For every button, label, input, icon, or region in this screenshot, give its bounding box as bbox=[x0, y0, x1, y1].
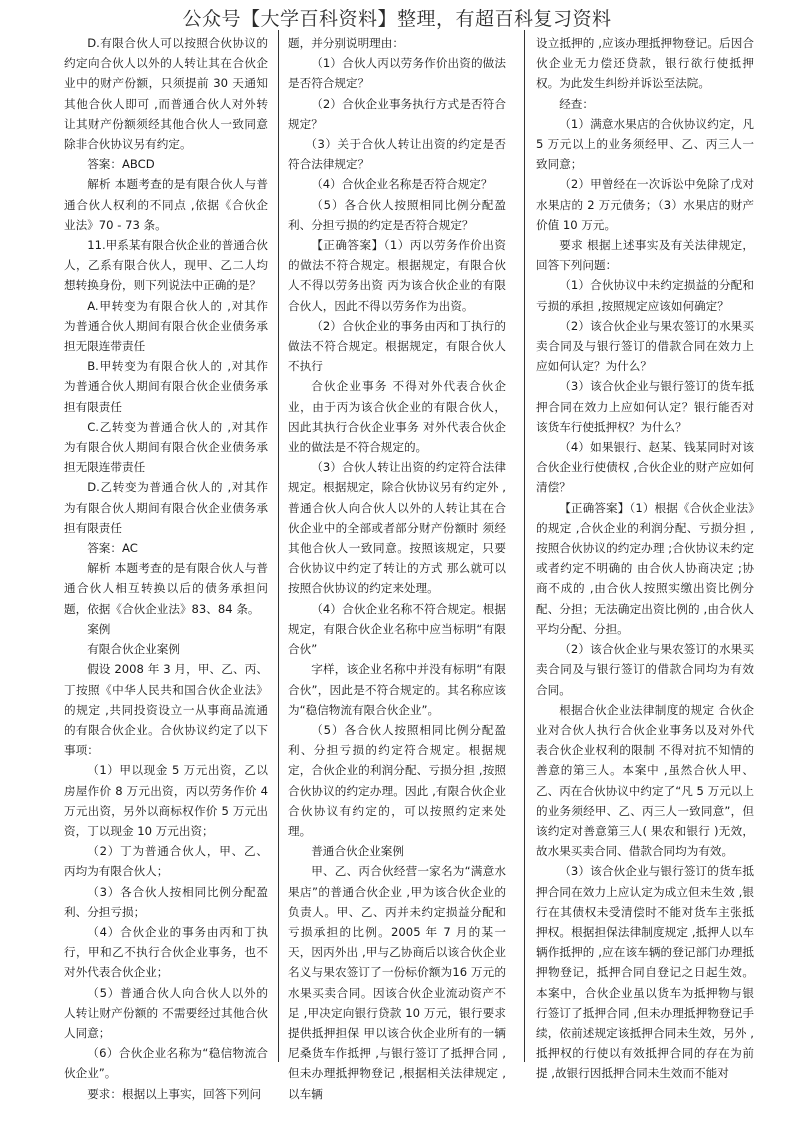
page-header: 公众号【大学百科资料】整理，有超百科复习资料 bbox=[182, 8, 612, 30]
paragraph: （5）各合伙人按照相同比例分配盈利、分担亏损的约定是否符合规定？ bbox=[288, 197, 506, 232]
column-middle bbox=[288, 33, 506, 1101]
paragraph: 假设 2008 年 3 月，甲、乙、丙、丁按照《中华人民共和国合伙企业法》的规定 ,共同投资设立一从事商品流通的有限合伙企业。合伙协议约定了以下事项： bbox=[64, 662, 268, 758]
paragraph: C.乙转变为普通合伙人的 ,对其作为有限合伙人期间有限合伙企业债务承担无限连带责任 bbox=[64, 419, 268, 475]
paragraph: （2）合伙企业事务执行方式是否符合规定？ bbox=[288, 96, 506, 131]
paragraph: B.甲转变为有限合伙人的 ,对其作为普通合伙人期间有限合伙企业债务承担有限责任 bbox=[64, 359, 268, 414]
column-divider bbox=[278, 30, 279, 1062]
paragraph: 甲、乙、丙合伙经营一家名为“满意水果店”的普通合伙企业 ,甲为该合伙企业的负责人。甲、乙、丙并未约定损益分配和亏损承担的比例。2005 年 7 月的某一天，因丙外出 ,甲与乙协商后以该合伙企业名义与果农签订了一份标价额为16 万元的水果买卖合同。因该合伙企业流动资产不足 ,甲决定向银行贷款 10 万元，银行要求提供抵押担保 甲以该合伙企业所有的一辆尼桑货车作抵押 ,与银行签订了抵押合同 ,但未办理抵押物登记 ,根据相关法律规定 ,以车辆 bbox=[288, 864, 506, 1101]
paragraph: （3）各合伙人按相同比例分配盈利、分担亏损； bbox=[64, 884, 268, 919]
paragraph: （2）该合伙企业与果农签订的水果买卖合同及与银行签订的借款合同均为有效合同。 bbox=[536, 642, 754, 697]
paragraph: （5）各合伙人按照相同比例分配盈利、分担亏损的约定符合规定。根据规定，合伙企业的利润分配、亏损分担 ,按照合伙协议的约定办理。因此 ,有限合伙企业合伙协议有约定的，可以按照约定来处理。 bbox=[288, 722, 506, 838]
paragraph: A.甲转变为有限合伙人的 ,对其作为普通合伙人期间有限合伙企业债务承担无限连带责任 bbox=[64, 298, 268, 354]
paragraph: （3）该合伙企业与银行签订的货车抵押合同在效力上应如何认定？银行能否对该货车行使抵押权？为什么？ bbox=[536, 379, 754, 434]
paragraph: 11.甲系某有限合伙企业的普通合伙人，乙系有限合伙人，现甲、乙二人均想转换身份，则下列说法中正确的是？ bbox=[64, 238, 268, 293]
paragraph: 【正确答案】（1）丙以劳务作价出资的做法不符合规定。根据规定，有限合伙人不得以劳务出资 丙为该合伙企业的有限合伙人，因此不得以劳务作为出资。 bbox=[288, 238, 506, 313]
column-left bbox=[64, 33, 268, 1101]
paragraph: （4）如果银行、赵某、钱某同时对该合伙企业行使债权 ,合伙企业的财产应如何清偿？ bbox=[536, 440, 754, 495]
paragraph: （1）满意水果店的合伙协议约定，凡 5 万元以上的业务须经甲、乙、丙三人一致同意； bbox=[536, 116, 754, 172]
paragraph: 题，并分别说明理由： bbox=[288, 36, 404, 50]
paragraph: （1）合伙协议中未约定损益的分配和亏损的承担 ,按照规定应该如何确定？ bbox=[536, 278, 754, 313]
column-right bbox=[536, 33, 754, 1081]
paragraph: （3）合伙人转让出资的约定符合法律规定。根据规定，除合伙协议另有约定外 ,普通合伙人向合伙人以外的人转让其在合伙企业中的全部或者部分财产份额时 须经其他合伙人一致同意。按照该规定，只要合伙协议中约定了转让的方式 那么就可以按照合伙协议的约定来处理。 bbox=[288, 460, 506, 596]
paragraph: 要求：根据以上事实，回答下列问 bbox=[87, 1086, 262, 1101]
paragraph: 普通合伙企业案例 bbox=[311, 844, 404, 859]
paragraph: （3）该合伙企业与银行签订的货车抵押合同在效力上应认定为成立但未生效 ,银行在其债权未受清偿时不能对货车主张抵押权。根据担保法律制度规定 ,抵押人以车辆作抵押的 ,应在该车辆的登记部门办理抵押物登记，抵押合同自登记之日起生效。本案中，合伙企业虽以货车为抵押物与银行签订了抵押合同 ,但未办理抵押物登记手续，依前述规定该抵押合同未生效，另外 ,抵押权的行使以有效抵押合同的存在为前提 ,故银行因抵押合同未生效而不能对 bbox=[536, 864, 754, 1081]
paragraph: （1）合伙人丙以劳务作价出资的做法是否符合规定？ bbox=[288, 56, 506, 91]
paragraph: 要求 根据上述事实及有关法律规定，回答下列问题： bbox=[536, 238, 754, 273]
paragraph: （4）合伙企业名称是否符合规定？ bbox=[311, 177, 493, 192]
paragraph: 设立抵押的 ,应该办理抵押物登记。后因合伙企业无力偿还贷款，银行欲行使抵押权。为此发生纠纷并诉讼至法院。 bbox=[536, 36, 754, 91]
paragraph: （6）合伙企业名称为“稳信物流合伙企业”。 bbox=[64, 1046, 268, 1081]
paragraph: 答案：AC bbox=[87, 541, 138, 556]
paragraph: 解析 本题考查的是有限合伙人与普通合伙人权利的不同点 ,依据《合伙企业法》70 - 73 条。 bbox=[64, 177, 268, 232]
paragraph: （1）甲以现金 5 万元出资，乙以房屋作价 8 万元出资，丙以劳务作价 4 万元出资，另外以商标权作价 5 万元出资，丁以现金 10 万元出资； bbox=[64, 763, 268, 838]
paragraph: （4）合伙企业的事务由丙和丁执行，甲和乙不执行合伙企业事务，也不对外代表合伙企业； bbox=[64, 924, 268, 980]
paragraph: D.乙转变为普通合伙人的 ,对其作为有限合伙人期间有限合伙企业债务承担有限责任 bbox=[64, 480, 268, 535]
paragraph: 答案：ABCD bbox=[87, 157, 155, 172]
paragraph: （2）甲曾经在一次诉讼中免除了戊对水果店的 2 万元债务；（3）水果店的财产价值 10 万元。 bbox=[536, 177, 754, 232]
paragraph: 解析 本题考查的是有限合伙人与普通合伙人相互转换以后的债务承担问题，依据《合伙企业法》83、84 条。 bbox=[64, 561, 268, 616]
paragraph: （2）丁为普通合伙人，甲、乙、丙均为有限合伙人； bbox=[64, 844, 268, 879]
paragraph: 字样，该企业名称中并没有标明“有限合伙”，因此是不符合规定的。其名称应该为“稳信物流有限合伙企业”。 bbox=[288, 662, 506, 717]
paragraph: 根据合伙企业法律制度的规定 合伙企业对合伙人执行合伙企业事务以及对外代表合伙企业权利的限制 不得对抗不知情的善意的第三人。本案中 ,虽然合伙人甲、乙、丙在合伙协议中约定了“凡 5 万元以上的业务须经甲、乙、丙三人一致同意”，但该约定对善意第三人( 果农和银行 )无效，故水果买卖合同、借款合同均为有效。 bbox=[536, 702, 754, 859]
paragraph: 经查： bbox=[559, 96, 594, 111]
column-divider bbox=[524, 30, 525, 1062]
paragraph: （2）该合伙企业与果农签订的水果买卖合同及与银行签订的借款合同在效力上应如何认定？为什么？ bbox=[536, 318, 754, 374]
paragraph: 有限合伙企业案例 bbox=[87, 642, 180, 657]
paragraph: 合伙企业事务 不得对外代表合伙企业，由于丙为该合伙企业的有限合伙人，因此其执行合伙企业事务 对外代表合伙企业的做法是不符合规定的。 bbox=[288, 379, 506, 455]
paragraph: 案例 bbox=[87, 621, 111, 636]
paragraph: 【正确答案】（1）根据《合伙企业法》的规定 ,合伙企业的利润分配、亏损分担 ,按照合伙协议的约定办理 ;合伙协议未约定或者约定不明确的 由合伙人协商决定 ;协商不成的 ,由合伙人按照实缴出资比例分配、分担；无法确定出资比例的 ,由合伙人平均分配、分担。 bbox=[536, 500, 754, 636]
paragraph: （2）合伙企业的事务由丙和丁执行的做法不符合规定。根据规定，有限合伙人不执行 bbox=[288, 318, 506, 374]
paragraph: （5）普通合伙人向合伙人以外的人转让财产份额的 不需要经过其他合伙人同意； bbox=[64, 985, 268, 1040]
paragraph: D.有限合伙人可以按照合伙协议的约定向合伙人以外的人转让其在合伙企业中的财产份额，只须提前 30 天通知其他合伙人即可 ,而普通合伙人对外转让其财产份额须经其他合伙人一致同意 除非合伙协议另有约定。 bbox=[64, 36, 268, 152]
paragraph: （3）关于合伙人转让出资的约定是否符合法律规定？ bbox=[288, 137, 506, 172]
paragraph: （4）合伙企业名称不符合规定。根据规定，有限合伙企业名称中应当标明“有限合伙” bbox=[288, 601, 506, 657]
